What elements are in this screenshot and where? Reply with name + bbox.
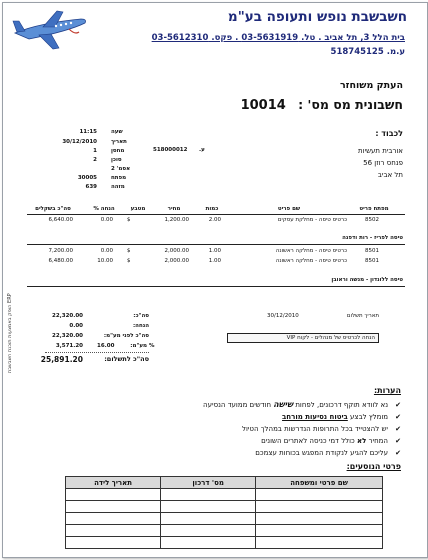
passport-number-cell	[161, 513, 256, 525]
row2-discount: 0.00	[100, 248, 113, 254]
birth-date-header: תאריך לידה	[66, 477, 161, 489]
col-key-header: מפתח פריט	[359, 206, 389, 212]
copy-label: העתק משוחזר	[339, 80, 403, 91]
document-title-label: חשבונית מס מס' :	[298, 97, 403, 112]
group3-title: טיסה ללונדון - מנשה וראובן	[331, 277, 403, 283]
row3-discount: 10.00	[97, 258, 113, 264]
row1-qty: 2.00	[208, 217, 221, 223]
meta-date-value: 30/12/2010	[62, 139, 97, 145]
row1-price: 1,200.00	[164, 217, 189, 223]
birth-date-cell	[66, 525, 161, 537]
checkmark-icon: ✔	[395, 413, 401, 421]
remark-item: ✔מומלץ לבצע ביטוח נסיעות מורחב	[282, 413, 401, 421]
birth-date-cell	[66, 537, 161, 549]
customer-city: תל אביב	[377, 171, 403, 179]
meta-id-label: מזהה	[111, 184, 125, 190]
group2-title: טיסה לפריז - רות ודפנה	[342, 235, 403, 241]
row1-name: כרטיס טיסה - מחלקת עסקים	[277, 217, 347, 223]
row3-price: 2,000.00	[164, 258, 189, 264]
meta-agent-value: 2	[93, 157, 97, 163]
passenger-row	[66, 489, 383, 501]
total-discount-label: הנחה:	[132, 323, 149, 329]
col-name-header: שם פריט	[277, 206, 301, 212]
meta-warehouse-label: מחסן	[111, 148, 125, 154]
total-vat-pct: 16.00	[97, 343, 115, 349]
total-before-vat-label: סה"כ לפני מע"מ:	[103, 333, 149, 339]
total-to-pay-value: 25,891.20	[40, 355, 83, 364]
remarks-list	[203, 399, 401, 459]
company-address: בית הלל 3, תל אביב . טל. 03-5631919 . פקס. 03-5612310	[151, 33, 405, 43]
meta-ref2-label: אסמ' 2	[111, 166, 131, 172]
customer-name: אורבית תעשיות	[358, 147, 403, 155]
total-before-vat-value: 22,320.00	[52, 333, 83, 339]
col-currency-header: מטבע	[130, 206, 146, 212]
customer-id-value: 518000012	[153, 147, 188, 153]
company-vat: ע.מ. 518745125	[330, 47, 405, 57]
row1-currency: $	[127, 217, 131, 223]
total-sum-value: 22,320.00	[52, 313, 83, 319]
total-vat-pct-sign: %	[149, 343, 155, 349]
row2-name: כרטיס טיסה - מחלקה ראשונה	[275, 248, 347, 254]
remark-item: ✔נא לוודא תוקף דרכונים, לפחות שישה חודשים ממועד הנסיעה	[203, 400, 401, 409]
col-total-header: סה"כ בשקלים	[35, 206, 71, 212]
payment-date-label: תאריך תשלום	[346, 313, 379, 319]
checkmark-icon: ✔	[395, 425, 401, 433]
row2-qty: 1.00	[208, 248, 221, 254]
birth-date-cell	[66, 501, 161, 513]
passengers-table	[65, 476, 383, 549]
row3-currency: $	[127, 258, 131, 264]
totals-divider	[45, 352, 149, 353]
row2-key: 8501	[365, 248, 379, 254]
side-vertical-text: הופק באמצעות תוכנת חשבשבת ERP	[7, 293, 13, 373]
passport-number-cell	[161, 525, 256, 537]
row1-total: 6,640.00	[48, 217, 73, 223]
passenger-name-cell	[256, 525, 383, 537]
row3-name: כרטיס טיסה - מחלקה ראשונה	[275, 258, 347, 264]
header-underline	[27, 214, 405, 215]
col-price-header: מחיר	[167, 206, 181, 212]
total-sum-label: סה"כ:	[133, 313, 149, 319]
passenger-row	[66, 501, 383, 513]
col-qty-header: כמות	[205, 206, 219, 212]
meta-time-value: 11:15	[79, 129, 97, 135]
passenger-name-header: שם פרטי ומשפחה	[256, 477, 383, 489]
row1-discount: 0.00	[100, 217, 113, 223]
total-vat-label: מע"מ:	[130, 343, 147, 349]
group2-line	[27, 244, 405, 245]
customer-to-label: לכבוד :	[375, 129, 403, 138]
passenger-name-cell	[256, 489, 383, 501]
birth-date-cell	[66, 513, 161, 525]
row3-qty: 1.00	[208, 258, 221, 264]
row3-key: 8501	[365, 258, 379, 264]
passenger-name-cell	[256, 537, 383, 549]
total-discount-value: 0.00	[69, 323, 83, 329]
passport-number-cell	[161, 489, 256, 501]
group3-line	[27, 286, 405, 287]
row2-currency: $	[127, 248, 131, 254]
payment-date-value: 30/12/2010	[267, 313, 299, 319]
birth-date-cell	[66, 489, 161, 501]
checkmark-icon: ✔	[395, 437, 401, 445]
passengers-title: פרטי הנוסעים:	[346, 462, 401, 471]
meta-date-label: תאריך	[111, 139, 127, 145]
passenger-row	[66, 537, 383, 549]
customer-id-label: ע.	[199, 147, 205, 153]
passenger-name-cell	[256, 513, 383, 525]
meta-key-label: מפתח	[111, 175, 127, 181]
notes-box: הנחה לכרטיס של מנהלים - לקוח VIP	[227, 333, 379, 343]
checkmark-icon: ✔	[395, 401, 401, 409]
total-vat-value: 3,571.20	[55, 343, 83, 349]
passenger-row	[66, 513, 383, 525]
meta-warehouse-value: 1	[93, 148, 97, 154]
document-title	[241, 97, 403, 113]
passenger-row	[66, 525, 383, 537]
row3-total: 6,480.00	[48, 258, 73, 264]
remarks-title: הערות:	[373, 386, 401, 395]
meta-agent-label: סוכן	[111, 157, 122, 163]
row1-key: 8502	[365, 217, 379, 223]
checkmark-icon: ✔	[395, 449, 401, 457]
passport-number-header: מס' דרכון	[161, 477, 256, 489]
row2-total: 7,200.00	[48, 248, 73, 254]
invoice-page	[2, 2, 428, 558]
meta-time-label: שעה	[111, 129, 123, 135]
total-to-pay-label: סה"כ לתשלום:	[104, 355, 149, 363]
meta-key-value: 30005	[77, 175, 97, 181]
remark-item: ✔המחיר לא כולל דמי כניסה לאתרים השונים	[261, 437, 401, 445]
passenger-name-cell	[256, 501, 383, 513]
col-discount-header: % הנחה	[93, 206, 115, 212]
document-number: 10014	[240, 98, 286, 113]
customer-street: פנחס רוזן 56	[363, 159, 403, 167]
passport-number-cell	[161, 501, 256, 513]
row2-price: 2,000.00	[164, 248, 189, 254]
passport-number-cell	[161, 537, 256, 549]
meta-id-value: 639	[85, 184, 97, 190]
company-name: חשבשבת נופש ותעופה בע"מ	[227, 9, 407, 25]
airplane-logo-icon	[9, 5, 89, 53]
remark-item: ✔עליכם להגיע לנקודת המפגש בכוחות עצמכם	[255, 449, 401, 457]
remark-item: ✔יש להצטייד בכל התרופות הנדרשות במהלך הטיול	[241, 425, 401, 433]
